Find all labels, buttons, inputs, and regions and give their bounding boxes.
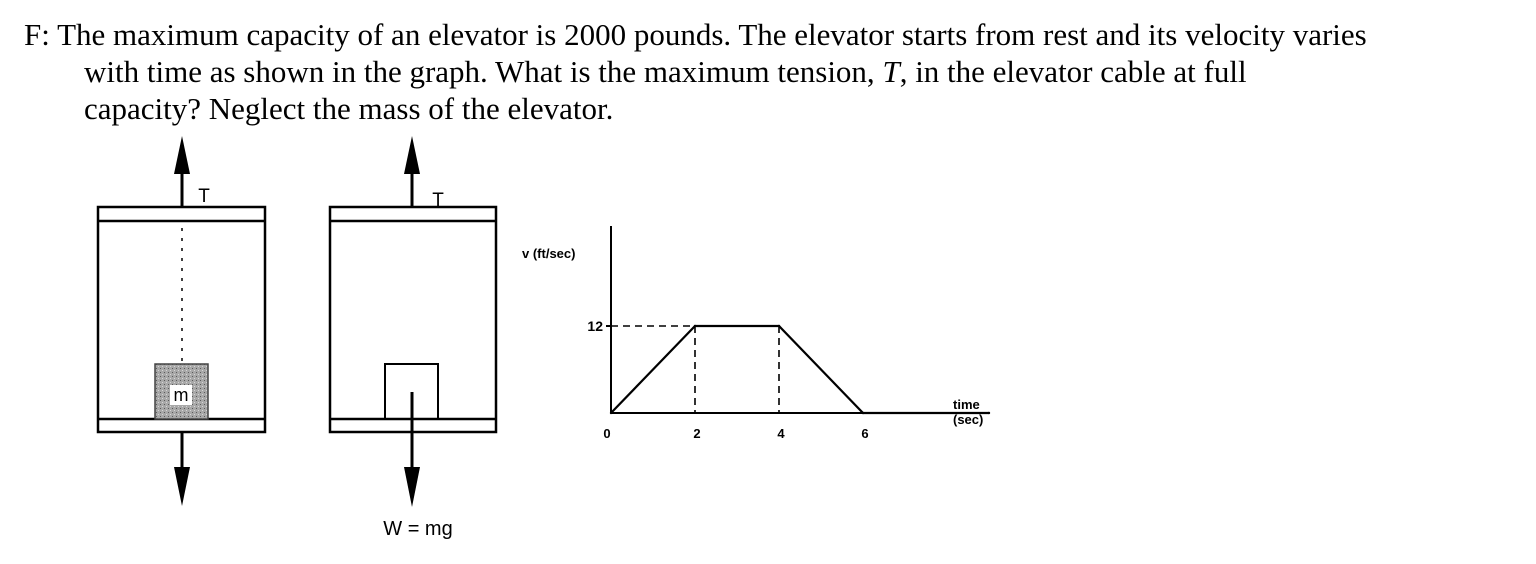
velocity-series-line (611, 326, 989, 413)
elevator-diagram-1 (98, 136, 265, 506)
x-tick-label-4: 4 (777, 426, 785, 441)
tension-arrow-1-icon (174, 136, 190, 174)
data-point-3 (862, 412, 864, 414)
velocity-time-chart (522, 226, 990, 441)
y-axis-label: v (ft/sec) (522, 246, 576, 261)
data-point-2 (778, 325, 780, 327)
x-tick-label-6: 6 (861, 426, 869, 441)
weight-arrow-2-icon (404, 467, 420, 507)
problem-text-2a: with time as shown in the graph. What is the maximum tension, (84, 54, 883, 89)
problem-label: F: (24, 17, 50, 52)
tension-label-2: T (432, 190, 444, 211)
data-point-4 (988, 412, 990, 414)
elevator-diagram-2 (330, 136, 496, 540)
problem-text-2b: , in the elevator cable at full (899, 54, 1247, 89)
x-tick-label-0: 0 (603, 426, 611, 441)
mass-label: m (173, 385, 189, 405)
problem-line-3: capacity? Neglect the mass of the elevator. (84, 91, 614, 126)
weight-label: W = mg (383, 518, 453, 540)
tension-label-1: T (198, 186, 210, 207)
x-tick-label-2: 2 (693, 426, 701, 441)
problem-text-1: The maximum capacity of an elevator is 2000 pounds. The elevator starts from rest and its velocity varies (57, 17, 1367, 52)
data-point-0 (610, 412, 612, 414)
x-axis-label-line1: time (953, 397, 980, 412)
y-tick-label: 12 (587, 318, 603, 334)
tension-variable: T (882, 54, 900, 89)
x-axis-label-line2: (sec) (953, 412, 984, 427)
weight-arrow-1-icon (174, 467, 190, 506)
tension-arrow-2-icon (404, 136, 420, 174)
data-point-1 (694, 325, 696, 327)
